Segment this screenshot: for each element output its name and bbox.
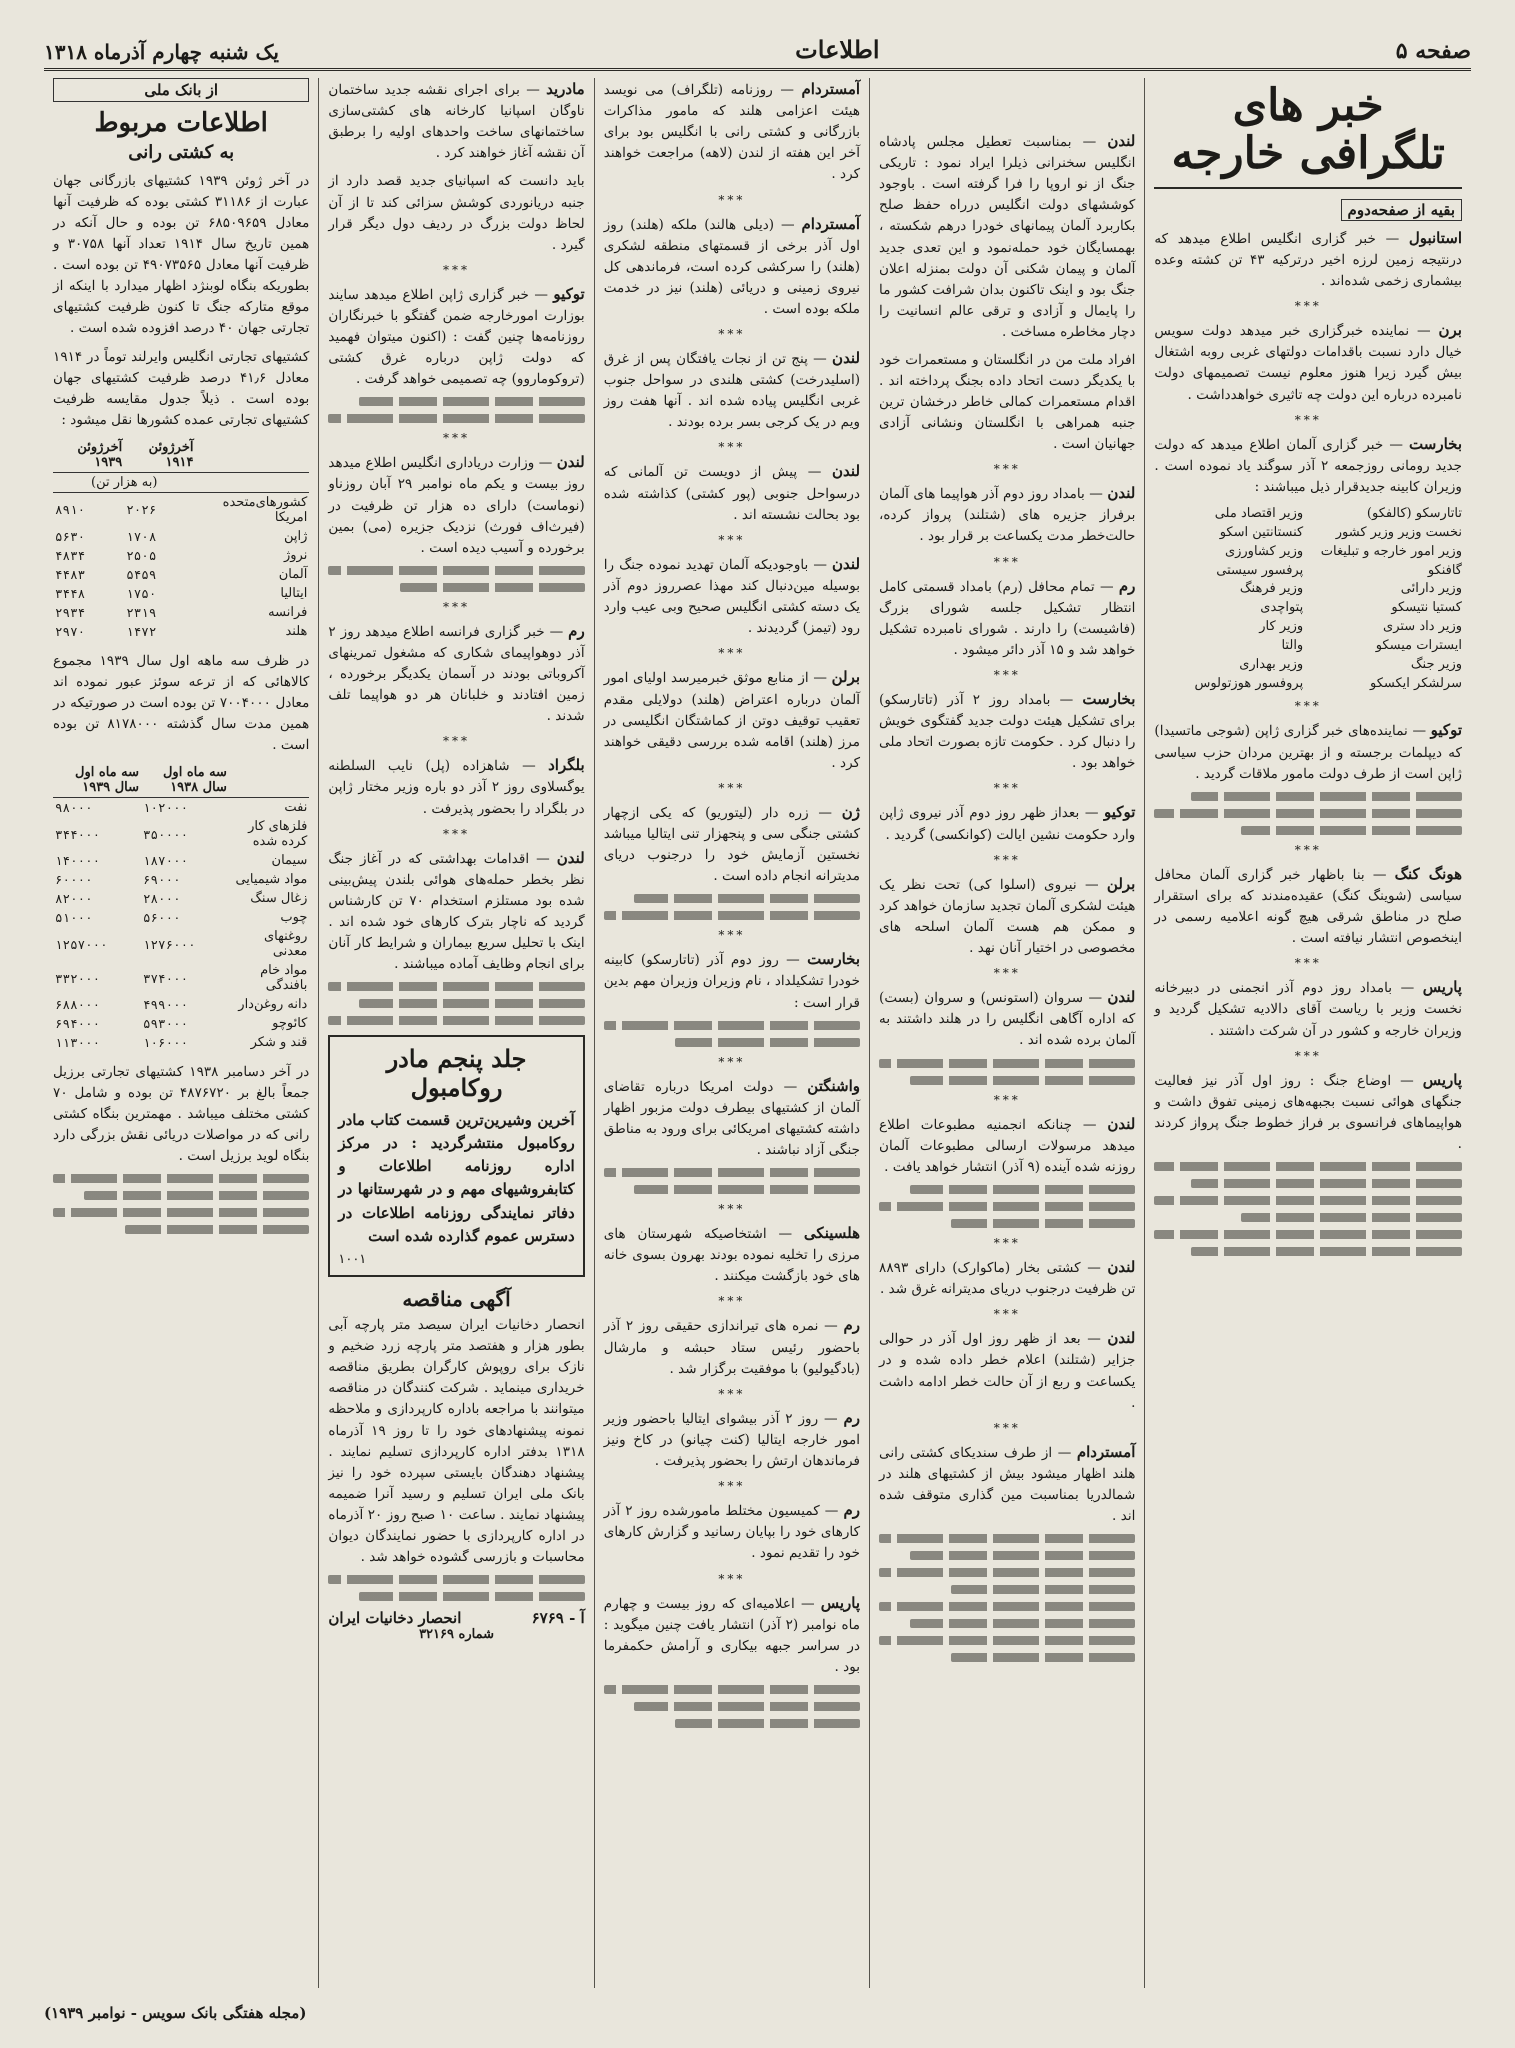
news-item: پاریس — اعلامیه‌ای که روز بیست و چهارم ماه نوامبر (۲ آذر) انتشار یافت چنین میگوید : در سراسر جبهه بیکاری و آرامش حکمفرما بود . bbox=[603, 1593, 861, 1675]
news-item: لندن — سروان (استونس) و سروان (بست) که اداره آگاهی انگلیس را در هلند داشتند به آلمان برده شده اند . bbox=[879, 988, 1136, 1049]
news-item: لندن — پنج تن از نجات یافتگان پس از غرق (اسلیدرخت) کشتی هلندی در سواحل جنوب غربی انگلیس پیاده شده اند . آنها هفت روز ویم در یک کرجی بسر برده بودند . bbox=[603, 349, 861, 431]
tonnage-table: آخرژوئن ۱۹۱۴ آخرژوئن ۱۹۳۹ (به هزار تن) کشورهای‌متحده امریکا ۲۰۲۶ ۸۹۱۰ ژاپن ۱۷۰۸ ۵۶۳۰ نروژ ۲۵۰۵ ۴۸۳۴ آلمان ۵۴۵۹ ۴۴۸۳ ایتالیا ۱۷۵۰ ۳۴۴۸ فرانسه ۲۳۱۹ ۲۹۳۴ هلند ۱۴۷۲ ۲۹۷۰ bbox=[55, 439, 308, 639]
table-row: دانه روغن‌دار ۴۹۹۰۰۰ ۶۸۸۰۰۰ bbox=[55, 997, 308, 1013]
section-headline: اطلاعات مربوط bbox=[94, 108, 268, 138]
news-item: ژن — زره دار (لیتوریو) که یکی ازچهار کشتی جنگی سی و پنجهزار تنی ایتالیا میباشد نخستین آزمایش خود را درجنوب دریای مدیترانه انجام داده است . bbox=[603, 802, 861, 885]
news-item: لندن — کشتی بخار (ماکوارک) دارای ۸۸۹۳ تن ظرفیت درجنوب دریای مدیترانه غرق شد . bbox=[879, 1257, 1136, 1298]
news-item: لندن — باوجودیکه آلمان تهدید نموده جنگ را بوسیله مین‌دنبال کند مهذا عصرروز دوم آذر یک دسته کشتی انگلیس صحیح وبی عیب وارد رود (تیمز) گردیدند . bbox=[603, 554, 861, 637]
table-row: نروژ ۲۵۰۵ ۴۸۳۴ bbox=[55, 547, 308, 563]
news-item: لندن — اقدامات بهداشتی که در آغاز جنگ نظر بخطر حمله‌های هوائی بلندن پیش‌بینی شده بود مستلزم استخدام ۷۰ تن کارشناس گردید که ناچار بترک کارهای خود شده اند . اینک با تحلیل سریع بیماران و شرایط کار آنان برای انجام وظایف آماده میباشند . bbox=[328, 848, 585, 973]
table-row: مواد شیمیایی ۶۹۰۰۰ ۶۰۰۰۰ bbox=[55, 872, 308, 888]
table-row: ژاپن ۱۷۰۸ ۵۶۳۰ bbox=[55, 528, 308, 544]
issue-date: یک شنبه چهارم آذرماه ۱۳۱۸ bbox=[44, 40, 279, 64]
table-row: قند و شکر ۱۰۶۰۰۰ ۱۱۳۰۰۰ bbox=[55, 1035, 308, 1051]
news-item: آمستردام — از طرف سندیکای کشتی رانی هلند اظهار میشود بیش از کشتیهای هلند در شمالدریا بمناسبت مین گذاری متوقف شده اند . bbox=[879, 1442, 1136, 1524]
section-subhead: به کشتی رانی bbox=[128, 142, 235, 163]
table-row: فرانسه ۲۳۱۹ ۲۹۳۴ bbox=[55, 604, 308, 620]
paper-name: اطلاعات bbox=[795, 35, 880, 64]
column-news-3: آمستردام — روزنامه (تلگراف) می نویسد هیئت اعزامی هلند که مامور مذاکرات بازرگانی و کشتی رانی با انگلیس بود برای آخر این هفته از لندن (لاهه) مراجعت خواهند کرد . *** آمستردام — (دیلی هالند) ملکه (هلند) روز اول آذر برخی از قسمتهای منطقه لشکری (هلند) را سرکشی کرده است، فرماندهی کل نیروی زمینی و دریائی (هلند) نیز در خدمت ملکه بوده است . *** لندن — پنج تن از نجات یافتگان پس از غرق (اسلیدرخت) کشتی هلندی در سواحل جنوب غربی انگلیس پیاده شده اند . آنها هفت روز ویم در یک کرجی بسر برده بودند . *** لندن — پیش از دویست تن آلمانی که درسواحل جنوبی (پور کشتی) کذاشته شده بود بحالت نشسته اند . *** لندن — باوجودیکه آلمان تهدید نموده جنگ را بوسیله مین‌دنبال کند مهذا عصرروز دوم آذر یک دسته کشتی انگلیس صحیح وبی عیب وارد رود (تیمز) گردیدند . *** برلن — از منابع موثق خبرمیرسد اولیای امور آلمان درباره اعتراض (هلند) دولایلی مقدم تعقیب توقیف دوتن از کماشتگان انگلیسی در مرز (هلند) اقامه شده بررسی دقیقی خواهند کرد . *** ژن — زره دار (لیتوریو) که یکی ازچهار کشتی جنگی سی و پنجهزار تنی ایتالیا میباشد نخستین آزمایش خود را درجنوب دریای مدیترانه انجام داده است . *** بخارست — روز دوم آذر (تاتارسکو) کابینه خودرا تشکیلداد ، نام وزیران وزیران مهم بدین قرار است : *** واشنگتن — دولت امریکا درباره تقاضای آلمان از کشتیهای بیطرف دولت مزبور اظهار داشته کشتیهای امریکائی برای ورود به مناطق جنگی آزاد نباشند . *** هلسینکی — اشتخاصیکه شهرستان های مرزی را تخلیه نموده بودند بهرون بسوی خانه های خود بازگشت میکنند . *** رم — نمره های تیراندازی حقیقی روز ۲ آذر باحضور رئیس ستاد حبشه و مارشال (بادگیولیو) با موفقیت برگزار شد . *** رم — روز ۲ آذر بیشوای ایتالیا باحضور وزیر امور خارجه ایتالیا (کنت چیانو) در کاخ ونیز فرماندهان ارتش را بحضور پذیرفت . *** رم — کمیسیون مختلط مامورشده روز ۲ آذر کارهای خود را بپایان رسانید و گزارش کارهای خود را تقدیم نمود . *** پاریس — اعلامیه‌ای که روز بیست و چهارم ماه نوامبر (۲ آذر) انتشار یافت چنین میگوید : در سراسر جبهه بیکاری و آرامش حکمفرما بود . bbox=[594, 78, 869, 1988]
ad-text: آخرین وشیرین‌ترین قسمت کتاب مادر روکامبول منتشرگردید : در مرکز اداره روزنامه اطلاعات و کتابفروشیهای مهم و در شهرستانها در دفاتر نمایندگی روزنامه اطلاعات در دسترس عموم گذارده شده است bbox=[338, 1110, 575, 1245]
tender-notice-footer bbox=[328, 1609, 584, 1627]
news-item: لندن — وزارت دریاداری انگلیس اطلاع میدهد روز بیست و یکم ماه نوامبر ۲۹ آبان روزناو (نوماست) دارای ده هزار تن ظرفیت در (فیرث‌اف فورث) نزدیک جزیره (می) بمین برخورده و آسیب دیده است . bbox=[328, 453, 585, 556]
news-item: لندن — بعد از ظهر روز اول آذر در حوالی جزایر (شتلند) اعلام خطر داده شده و در یکساعت و ربع از آن حالت خطر ادامه داشت . bbox=[879, 1329, 1136, 1411]
news-item: بخارست — بامداد روز ۲ آذر (تاتارسکو) برای تشکیل هیئت دولت جدید گفتگوی خویش را دنبال کرد . حکومت تازه بصورت اتحاد ملی خواهد بود . bbox=[879, 689, 1136, 772]
suez-cargo-table: سه ماه اول سال ۱۹۳۸ سه ماه اول سال ۱۹۳۹ نفت ۱۰۲۰۰۰ ۹۸۰۰۰ فلزهای کار کرده شده ۳۵۰۰۰۰ ۳۴۴۰۰۰ سیمان ۱۸۷۰۰۰ ۱۴۰۰۰۰ مواد شیمیایی ۶۹۰۰۰ ۶۰۰۰۰ زغال سنگ ۲۸۰۰۰ ۸۲۰۰۰ چوب ۵۶۰۰۰ ۵۱۰۰۰ روغنهای معدنی ۱۲۷۶۰۰۰ ۱۲۵۷۰۰۰ مواد خام بافندگی ۳۷۴۰۰۰ ۳۳۲۰۰۰ دانه روغن‌دار ۴۹۹۰۰۰ ۶۸۸۰۰۰ کائوچو ۵۹۳۰۰۰ ۶۹۴۰۰۰ قند و شکر ۱۰۶۰۰۰ ۱۱۳۰۰۰ bbox=[55, 765, 308, 1051]
table-row: ایتالیا ۱۷۵۰ ۳۴۴۸ bbox=[55, 585, 308, 601]
table-row: روغنهای معدنی ۱۲۷۶۰۰۰ ۱۲۵۷۰۰۰ bbox=[55, 929, 308, 960]
section-source: از بانک ملی bbox=[53, 78, 309, 102]
news-item: رم — نمره های تیراندازی حقیقی روز ۲ آذر باحضور رئیس ستاد حبشه و مارشال (بادگیولیو) با موفقیت برگزار شد . bbox=[603, 1316, 861, 1377]
table-row: سیمان ۱۸۷۰۰۰ ۱۴۰۰۰۰ bbox=[55, 853, 308, 869]
news-item: هونگ کنگ — بنا باظهار خبر گزاری آلمان محافل سیاسی (شوینگ کنگ) عقیده‌مندند که برای استقرار صلح در مناطق شرقی هیچ گونه اعلامیه رسمی در اینخصوص انتشار نیافته است . bbox=[1154, 864, 1463, 947]
news-item: توکیو — بعداز ظهر روز دوم آذر نیروی ژاپن وارد حکومت نشین ایالت (کوانکسی) گردید . bbox=[879, 803, 1136, 843]
notice-ref: آ - ۶۷۶۹ bbox=[531, 1608, 585, 1627]
news-item: افراد ملت من در انگلستان و مستعمرات خود با یکدیگر دست اتحاد داده بجنگ پرداخته اند . اقدام مستعمرات کمالی خاطر درخشان ترین جنبه همراهی با انگلستان ونشانی آزادی جهانیان است . bbox=[879, 351, 1136, 453]
news-item: لندن — بامداد روز دوم آذر هواپیما های آلمان برفراز جزیره های (شتلند) پرواز کرده، حالت‌خطر مدت یکساعت بر قرار بود . bbox=[879, 484, 1136, 545]
news-item: مادرید — برای اجرای نقشه جدید ساختمان ناوگان اسپانیا کارخانه های کشتی‌سازی ساختمانهای ساخت واحدهای اولیه را برطبق آن نقشه آغاز خواهند کرد . bbox=[328, 80, 585, 162]
paragraph: در آخر ژوئن ۱۹۳۹ کشتیهای بازرگانی جهان عبارت از ۳۱۱۸۶ کشتی بوده که ظرفیت آنها معادل ۶۸۵۰۹۶۵۹ تن بوده و حال آنکه در همین تاریخ سال ۱۹۱۴ تعداد آنها ۳۰۷۵۸ و ظرفیت آنها معادل ۴۹۰۷۳۵۶۵ تن بوده است . بطوریکه بنگاه لوبنژد اظهار میدارد با اینکه از موقع متارکه جنگ تا کنون ظرفیت کشتیهای تجارتی جهان ۴۰ درصد افزوده شده است . bbox=[53, 173, 310, 337]
news-item: برن — نماینده خبرگزاری خبر میدهد دولت سویس خیال دارد نسبت باقدامات دولتهای غربی روبه اشتغال بیش گیرد زیرا هنوز معلوم نیست تصمیمهای دولت نامبرده درباره این دولت چه تاثیری خواهدداشت . bbox=[1154, 321, 1462, 403]
news-item: آمستردام — (دیلی هالند) ملکه (هلند) روز اول آذر برخی از قسمتهای منطقه لشکری (هلند) را سرکشی کرده است، فرماندهی کل نیروی زمینی و دریائی (هلند) نیز در خدمت ملکه بوده است . bbox=[603, 214, 861, 317]
masthead bbox=[44, 30, 1471, 71]
column-shipping-info bbox=[44, 78, 318, 1988]
news-item: آمستردام — روزنامه (تلگراف) می نویسد هیئت اعزامی هلند که مامور مذاکرات بازرگانی و کشتی رانی با انگلیس بود برای آخر این هفته از لندن (لاهه) مراجعت خواهند کرد . bbox=[603, 80, 861, 183]
table-row: نفت ۱۰۲۰۰۰ ۹۸۰۰۰ bbox=[55, 800, 308, 816]
paragraph: در ظرف سه ماهه اول سال ۱۹۳۹ مجموع کالاهائی که از ترعه سوئز عبور نموده اند معادل ۷۰۰۴۰۰۰ تن بوده است در صورتیکه در همین مدت سال گذشته ۸۱۷۸۰۰۰ تن بوده است . bbox=[53, 652, 310, 753]
news-item: توکیو — خبر گزاری ژاپن اطلاع میدهد سایند بوزارت امورخارجه ضمن گفتگو با خبرنگاران روزنامه‌ها چنین گفت : (اکنون میتوان فهمید که دولت ژاپن درباره غرق کشتی (تروکوماروو) چه تصمیمی خواهد گرفت . bbox=[328, 284, 585, 388]
separator: *** bbox=[1294, 299, 1322, 314]
news-item: توکیو — نماینده‌های خبر گزاری ژاپن (شوجی ماتسیدا) که دیپلمات برجسته و از بهترین مردان حزب سیاسی ژاپن است از طرف دولت مامور ملاقات گردید . bbox=[1154, 721, 1462, 782]
news-item: باید دانست که اسپانیای جدید قصد دارد از جنبه دریانوردی کوشش سزائی کند تا از آن لحاظ دولت بزرگ در ردیف دول دیگر قرار گیرد . bbox=[328, 173, 585, 253]
news-item: برلن — از منابع موثق خبرمیرسد اولیای امور آلمان درباره اعتراض (هلند) دولایلی مقدم تعقیب توقیف دوتن از کماشتگان انگلیسی در مرز (هلند) اقامه شده بررسی دقیقی خواهند کرد . bbox=[603, 668, 861, 771]
paragraph: در آخر دسامبر ۱۹۳۸ کشتیهای تجارتی برزیل جمعاً بالغ بر ۴۸۷۶۷۲۰ تن بوده و شامل ۷۰ کشتی مختلف میباشد . مهمترین بنگاه کشتی رانی که در مواصلات دریائی نقش بزرگی دارد بنگاه لوید برزیل است . bbox=[53, 1064, 310, 1165]
news-item: رم — خبر گزاری فرانسه اطلاع میدهد روز ۲ آذر دوهواپیمای شکاری که مشغول تمرینهای آکروباتی بودند در آسمان یکدیگر برخورده ، زمین افتادند و خلبانان هر دو هواپیما تلف شدند . bbox=[328, 621, 585, 725]
news-item: بخارست — روز دوم آذر (تاتارسکو) کابینه خودرا تشکیلداد ، نام وزیران وزیران مهم بدین قرار است : bbox=[603, 950, 861, 1011]
page-number: صفحه ۵ bbox=[1395, 38, 1471, 64]
news-item: پاریس — بامداد روز دوم آذر انجمنی در دبیرخانه نخست وزیر با ریاست آقای دالادیه تشکیل گردید و وزیران خارجه و کشور در آن شرکت داشتند . bbox=[1154, 978, 1462, 1039]
book-advertisement bbox=[328, 1035, 584, 1277]
table-row: فلزهای کار کرده شده ۳۵۰۰۰۰ ۳۴۴۰۰۰ bbox=[55, 819, 308, 850]
source-note: (مجله هفتگی بانک سویس - نوامبر ۱۹۳۹) bbox=[44, 2004, 307, 2022]
column-news-4: مادرید — برای اجرای نقشه جدید ساختمان ناوگان اسپانیا کارخانه های کشتی‌سازی ساختمانهای ساخت واحدهای اولیه را برطبق آن نقشه آغاز خواهند کرد . باید دانست که اسپانیای جدید قصد دارد از جنبه دریانوردی کوشش سزائی کند تا از آن لحاظ دولت بزرگ در ردیف دول دیگر قرار گیرد . *** توکیو — خبر گزاری ژاپن اطلاع میدهد سایند بوزارت امورخارجه ضمن گفتگو با خبرنگاران روزنامه‌ها چنین گفت : (اکنون میتوان فهمید که دولت ژاپن درباره غرق کشتی (تروکوماروو) چه تصمیمی خواهد گرفت . *** لندن — وزارت دریاداری انگلیس اطلاع میدهد روز بیست و یکم ماه نوامبر ۲۹ آبان روزناو (نوماست) دارای ده هزار تن ظرفیت در (فیرث‌اف فورث) نزدیک جزیره (می) بمین برخورده و آسیب دیده است . *** رم — خبر گزاری فرانسه اطلاع میدهد روز ۲ آذر دوهواپیمای شکاری که مشغول تمرینهای آکروباتی بودند در آسمان یکدیگر برخورده ، زمین افتادند و خلبانان هر دو هواپیما تلف شدند . *** بلگراد — شاهزاده (پل) نایب السلطنه یوگسلاوی روز ۲ آذر دو باره وزیر مختار ژاپن در بلگراد را بحضور پذیرفت . *** لندن — اقدامات بهداشتی که در آغاز جنگ نظر بخطر حمله‌های هوائی بلندن پیش‌بینی شده بود مستلزم استخدام ۷۰ تن کارشناس گردید که ناچار بترک کارهای خود شده اند . اینک با تحلیل سریع بیماران و شرایط کار آنان برای انجام وظایف آماده میباشند . جلد پنجم مادر روکامبول آخرین وشیرین‌ترین قسمت کتاب مادر روکامبول منتشرگردید : در مرکز اداره روزنامه اطلاعات و کتابفروشیهای مهم و در شهرستانها در دفاتر نمایندگی روزنامه اطلاعات در دسترس عموم گذارده شده است ۱۰۰۱ آگهی مناقصه انحصار دخانیات ایران سیصد متر پارچه آبی بطور هزار و هفتصد متر پارچه زرد ضخیم و نازک برای روپوش کارگران بطریق مناقصه خریداری مینماید . شرکت کنندگان در مناقصه میتوانند با مراجعه باداره کارپردازی و ملاحظه نمونه پیشنهادهای خود را تا روز ۱۹ آذرماه ۱۳۱۸ بدفتر اداره کارپردازی تسلیم نمایند . پیشنهاد دهندگان بایستی سپرده خود را نیز بانک ملی ایران تسلیم و رسید آنرا ضمیمه پیشنهاد نمایند . ساعت ۱۰ صبح روز ۲۰ آذرماه در اداره کارپردازی با حضور نمایندگان دیوان محاسبات و بازرسی گشوده خواهد شد . آ - ۶۷۶۹ انحصار دخانیات ایران شماره ۳۲۱۶۹ bbox=[318, 78, 593, 1988]
notice-issuer: انحصار دخانیات ایران bbox=[328, 1608, 462, 1627]
notice-number: شماره ۳۲۱۶۹ bbox=[419, 1626, 494, 1642]
news-item: استانبول — خبر گزاری انگلیس اطلاع میدهد که درنتیجه زمین لرزه اخیر درترکیه ۴۳ تن کشته وعده بیشماری زخمی شده‌اند . bbox=[1154, 228, 1462, 290]
tender-notice-text: انحصار دخانیات ایران سیصد متر پارچه آبی بطور هزار و هفتصد متر پارچه زرد ضخیم و نازک برای روپوش کارگران بطریق مناقصه خریداری مینماید . شرکت کنندگان در مناقصه میتوانند با مراجعه باداره کارپردازی و ملاحظه نمونه پیشنهادهای خود را تا روز ۱۹ آذرماه ۱۳۱۸ بدفتر اداره کارپردازی تسلیم نمایند . پیشنهاد دهندگان بایستی سپرده خود را نیز بانک ملی ایران تسلیم و رسید آنرا ضمیمه پیشنهاد نمایند . ساعت ۱۰ صبح روز ۲۰ آذرماه در اداره کارپردازی با حضور نمایندگان دیوان محاسبات و بازرسی گشوده خواهد شد . bbox=[328, 1317, 585, 1565]
table-row: چوب ۵۶۰۰۰ ۵۱۰۰۰ bbox=[55, 910, 308, 926]
news-item: لندن — پیش از دویست تن آلمانی که درسواحل جنوبی (پور کشتی) کذاشته شده بود بحالت نشسته اند . bbox=[603, 462, 861, 523]
news-item: واشنگتن — دولت امریکا درباره تقاضای آلمان از کشتیهای بیطرف دولت مزبور اظهار داشته کشتیهای امریکائی برای ورود به مناطق جنگی آزاد نباشند . bbox=[603, 1076, 861, 1158]
table-row: کائوچو ۵۹۳۰۰۰ ۶۹۴۰۰۰ bbox=[55, 1016, 308, 1032]
tender-notice-title: آگهی مناقصه bbox=[402, 1287, 511, 1312]
table-row: هلند ۱۴۷۲ ۲۹۷۰ bbox=[55, 623, 308, 639]
table-row: کشورهای‌متحده امریکا ۲۰۲۶ ۸۹۱۰ bbox=[55, 494, 308, 525]
columns bbox=[44, 78, 1471, 1988]
continued-label: بقیه از صفحه‌دوم bbox=[1341, 199, 1462, 221]
table-row: آلمان ۵۴۵۹ ۴۴۸۳ bbox=[55, 566, 308, 582]
news-item: بخارست — خبر گزاری آلمان اطلاع میدهد که دولت جدید رومانی روزجمعه ۲ آذر سوگند یاد نموده است . وزیران کابینه جدیدقرار ذیل میباشند : bbox=[1154, 434, 1462, 495]
column-foreign-news: خبر های تلگرافی خارجه بقیه از صفحه‌دوم استانبول — خبر گزاری انگلیس اطلاع میدهد که درنتیجه زمین لرزه اخیر درترکیه ۴۳ تن کشته وعده بیشماری زخمی شده‌اند . *** برن — نماینده خبرگزاری خبر میدهد دولت سویس خیال دارد نسبت باقدامات دولتهای غربی روبه اشتغال بیش گیرد زیرا هنوز معلوم نیست تصمیمهای دولت نامبرده درباره این دولت چه تاثیری خواهدداشت . *** بخارست — خبر گزاری آلمان اطلاع میدهد که دولت جدید رومانی روزجمعه ۲ آذر سوگند یاد نموده است . وزیران کابینه جدیدقرار ذیل میباشند : تاتارسکو (کالفکو) نخست وزیر وزیر کشور وزیر امور خارجه و تبلیغات گافنکو وزیر دارائی کستیا نتیسکو وزیر داد ستری ایسترات میسکو وزیر جنگ سرلشکر ایکسکو وزیر اقتصاد ملی کنستانتین اسکو وزیر کشاورزی پرفسور سیستی وزیر فرهنگ پتواچدی وزیر کار والتا وزیر بهداری پروفسور هوزتولوس *** توکیو — نماینده‌های خبر گزاری ژاپن (شوجی ماتسیدا) که دیپلمات برجسته و از بهترین مردان حزب سیاسی ژاپن است از طرف دولت مامور ملاقات گردید . *** هونگ کنگ — بنا باظهار خبر گزاری آلمان محافل سیاسی (شوینگ کنگ) عقیده‌مندند که برای استقرار صلح در مناطق شرقی هیچ گونه اعلامیه رسمی در اینخصوص انتشار نیافته است . *** پاریس — بامداد روز دوم آذر انجمنی در دبیرخانه نخست وزیر با ریاست آقای دالادیه تشکیل گردید و وزیران خارجه و کشور در آن شرکت داشتند . *** پاریس — اوضاع جنگ : روز اول آذر نیز فعالیت جنگهای هوائی نسبت بجبهه‌های زمینی تفوق داشت و هواپیماهای فرانسوی بر فراز خطوط جنگ پرواز کردند . bbox=[1144, 78, 1471, 1988]
news-item: لندن — بمناسبت تعطیل مجلس پادشاه انگلیس سخنرانی ذیلرا ایراد نمود : تاریکی جنگ از نو اروپا را فرا گرفته است . باوجود کوششهای دولت انگلیس درراه حفظ صلح بکاربرد آلمان پیمانهای خودرا درهم شکسته ، بهمسایگان خود حمله‌نمود و این تعدی جدید آلمان و پیمان شکنی آن دولت بمنزله اعلان جنگ بود و اینک تاکنون بدان شرافت کشور ما را پایمال و آزادی و ترقی عالم انسانیت را دچار مخاطره مساخت . bbox=[879, 132, 1136, 340]
table-row: مواد خام بافندگی ۳۷۴۰۰۰ ۳۳۲۰۰۰ bbox=[55, 963, 308, 994]
ad-title: جلد پنجم مادر روکامبول bbox=[386, 1044, 527, 1102]
news-item: برلن — نیروی (اسلوا کی) تحت نظر یک هیئت لشکری آلمان تجدید سازمان خواهد کرد و ممکن هم هست آلمان اسلحه های مخصوصی در اختیار آنان نهد . bbox=[879, 874, 1136, 957]
news-item: رم — کمیسیون مختلط مامورشده روز ۲ آذر کارهای خود را بپایان رسانید و گزارش کارهای خود را تقدیم نمود . bbox=[603, 1501, 861, 1562]
news-item: لندن — چنانکه انجمنیه مطبوعات اطلاع میدهد مرسولات ارسالی مطبوعات آلمان روزنه شده آینده (۹ آذر) انتشار خواهد یافت . bbox=[879, 1114, 1136, 1175]
news-item: پاریس — اوضاع جنگ : روز اول آذر نیز فعالیت جنگهای هوائی نسبت بجبهه‌های زمینی تفوق داشت و هواپیماهای فرانسوی بر فراز خطوط جنگ پرواز کردند . bbox=[1154, 1070, 1462, 1152]
news-item: رم — روز ۲ آذر بیشوای ایتالیا باحضور وزیر امور خارجه ایتالیا (کنت چیانو) در کاخ ونیز فرماندهان ارتش را بحضور پذیرفت . bbox=[603, 1408, 861, 1470]
cabinet-list: تاتارسکو (کالفکو) نخست وزیر وزیر کشور وزیر امور خارجه و تبلیغات گافنکو وزیر دارائی کستیا نتیسکو وزیر داد ستری ایسترات میسکو وزیر جنگ سرلشکر ایکسکو وزیر اقتصاد ملی کنستانتین اسکو وزیر کشاورزی پرفسور سیستی وزیر فرهنگ پتواچدی وزیر کار والتا وزیر بهداری پروفسور هوزتولوس bbox=[1194, 505, 1462, 691]
news-item: رم — تمام محافل (رم) بامداد قسمتی کامل انتظار تشکیل جلسه شورای بزرگ (فاشیست) را دارند . شورای نامبرده تشکیل خواهد شد و ۱۵ آذر دائر میشود . bbox=[879, 576, 1136, 658]
news-item: هلسینکی — اشتخاصیکه شهرستان های مرزی را تخلیه نموده بودند بهرون بسوی خانه های خود بازگشت میکنند . bbox=[603, 1224, 861, 1285]
table-row: زغال سنگ ۲۸۰۰۰ ۸۲۰۰۰ bbox=[55, 891, 308, 907]
main-headline: خبر های تلگرافی خارجه bbox=[1154, 82, 1462, 189]
news-item: بلگراد — شاهزاده (پل) نایب السلطنه یوگسلاوی روز ۲ آذر دو باره وزیر مختار ژاپن در بلگراد را بحضور پذیرفت . bbox=[328, 756, 585, 817]
paragraph: کشتیهای تجارتی انگلیس وایرلند توماً در ۱۹۱۴ معادل ۴۱٫۶ درصد ظرفیت کشتیهای جهان بوده است . ذیلاً جدول مقایسه ظرفیت کشتیهای تجارتی عمده کشورها نقل میشود : bbox=[53, 348, 310, 428]
ad-ref: ۱۰۰۱ bbox=[338, 1252, 367, 1268]
column-news-2: لندن — بمناسبت تعطیل مجلس پادشاه انگلیس سخنرانی ذیلرا ایراد نمود : تاریکی جنگ از نو اروپا را فرا گرفته است . باوجود کوششهای دولت انگلیس درراه حفظ صلح بکاربرد آلمان پیمانهای خودرا درهم شکسته ، بهمسایگان خود حمله‌نمود و این تعدی جدید آلمان و پیمان شکنی آن دولت بمنزله اعلان جنگ بود و اینک تاکنون بدان شرافت کشور ما را پایمال و آزادی و ترقی عالم انسانیت را دچار مخاطره مساخت . افراد ملت من در انگلستان و مستعمرات خود با یکدیگر دست اتحاد داده بجنگ پرداخته اند . اقدام مستعمرات کمالی خاطر درخشان ترین جنبه همراهی با انگلستان ونشانی آزادی جهانیان است . *** لندن — بامداد روز دوم آذر هواپیما های آلمان برفراز جزیره های (شتلند) پرواز کرده، حالت‌خطر مدت یکساعت بر قرار بود . *** رم — تمام محافل (رم) بامداد قسمتی کامل انتظار تشکیل جلسه شورای بزرگ (فاشیست) را دارند . شورای نامبرده تشکیل خواهد شد و ۱۵ آذر دائر میشود . *** بخارست — بامداد روز ۲ آذر (تاتارسکو) برای تشکیل هیئت دولت جدید گفتگوی خویش را دنبال کرد . حکومت تازه بصورت اتحاد ملی خواهد بود . *** توکیو — بعداز ظهر روز دوم آذر نیروی ژاپن وارد حکومت نشین ایالت (کوانکسی) گردید . *** برلن — نیروی (اسلوا کی) تحت نظر یک هیئت لشکری آلمان تجدید سازمان خواهد کرد و ممکن هم هست آلمان اسلحه های مخصوصی در اختیار آنان نهد . *** لندن — سروان (استونس) و سروان (بست) که اداره آگاهی انگلیس را در هلند داشتند به آلمان برده شده اند . *** لندن — چنانکه انجمنیه مطبوعات اطلاع میدهد مرسولات ارسالی مطبوعات آلمان روزنه شده آینده (۹ آذر) انتشار خواهد یافت . *** لندن — کشتی بخار (ماکوارک) دارای ۸۸۹۳ تن ظرفیت درجنوب دریای مدیترانه غرق شد . *** لندن — بعد از ظهر روز اول آذر در حوالی جزایر (شتلند) اعلام خطر داده شده و در یکساعت و ربع از آن حالت خطر ادامه داشت . *** آمستردام — از طرف سندیکای کشتی رانی هلند اظهار میشود بیش از کشتیهای هلند در شمالدریا بمناسبت مین گذاری متوقف شده اند . bbox=[869, 78, 1144, 1988]
